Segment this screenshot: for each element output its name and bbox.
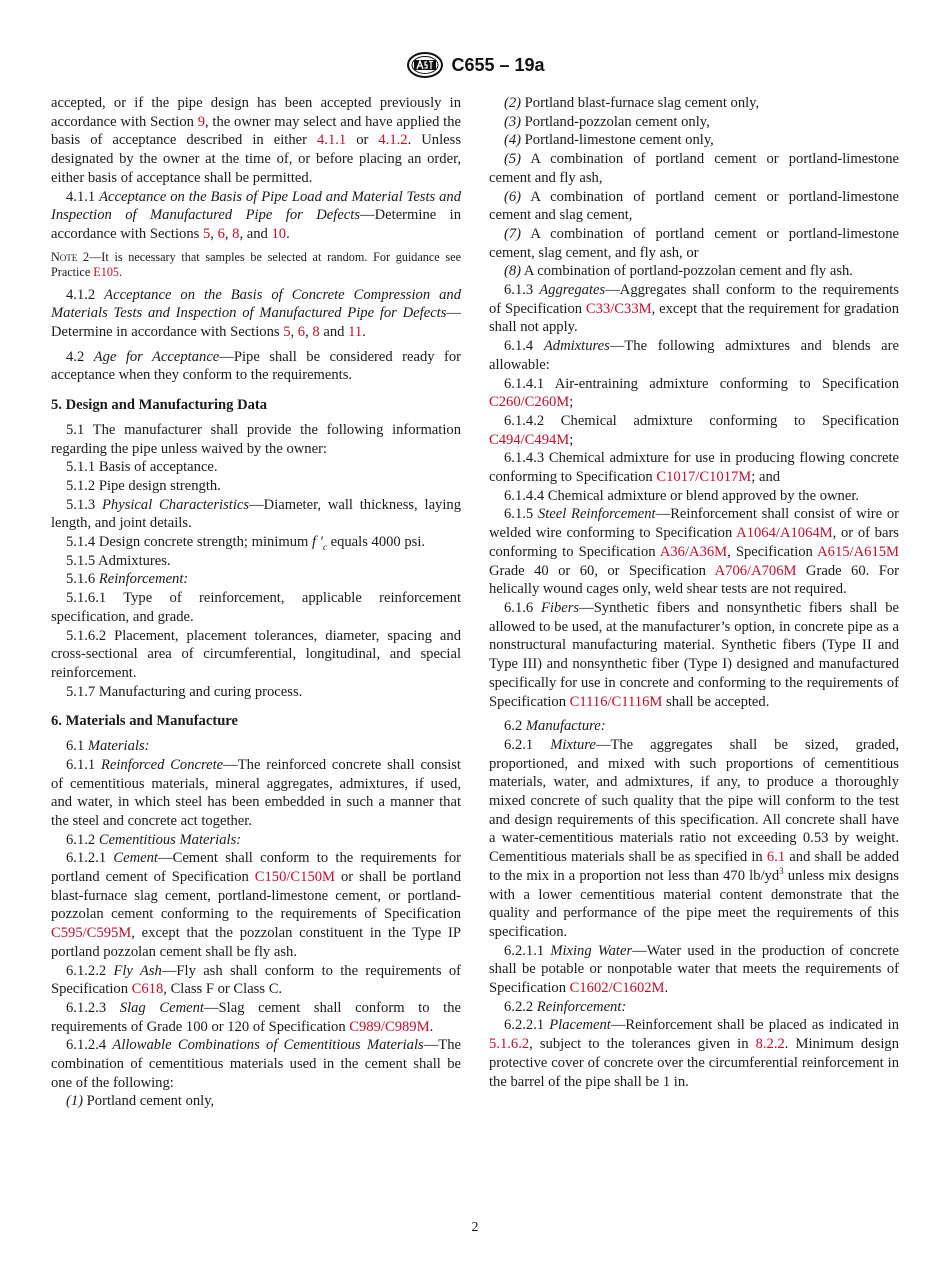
paragraph	[51, 250, 461, 280]
cross-reference-link[interactable]: 5	[283, 324, 291, 341]
text-segment: ; and	[751, 469, 781, 486]
text-segment: —Fly ash shall conform to the requirements of Specification	[51, 962, 461, 998]
cross-reference-link[interactable]: 11	[348, 324, 363, 341]
cross-reference-link[interactable]: E105	[93, 264, 120, 279]
paragraph	[489, 94, 899, 113]
text-segment: .	[429, 1018, 434, 1035]
text-segment: Aggregates	[539, 282, 606, 299]
text-segment: —The combination of cementitious materials used in the cement shall be one of the following:	[51, 1037, 461, 1091]
document-id: C655 – 19a	[451, 54, 545, 75]
paragraph	[489, 337, 899, 374]
paragraph	[51, 94, 461, 188]
text-segment: —Reinforcement shall be placed as indicated in	[610, 1017, 899, 1034]
paragraph	[51, 458, 461, 477]
text-segment: —Diameter, wall thickness, laying length, and joint details.	[51, 496, 461, 532]
text-segment: Cementitious Materials:	[98, 831, 242, 848]
cross-reference-link[interactable]: 8	[232, 225, 240, 242]
text-segment: or shall be portland blast-furnace slag cement, portland-limestone cement, or portland-pozzolan cement conforming to the requirements of Specification	[51, 869, 461, 923]
paragraph	[489, 188, 899, 225]
paragraph	[51, 589, 461, 626]
text-segment: Slag Cement	[119, 999, 204, 1016]
cross-reference-link[interactable]: 6	[217, 225, 225, 242]
cross-reference-link[interactable]: C33/C33M	[585, 300, 652, 317]
text-segment: or	[346, 132, 379, 149]
section-heading	[51, 396, 461, 415]
paragraph	[489, 599, 899, 711]
text-segment: 5.1.6.1 Type of reinforcement, applicable reinforcement specification, and grade.	[51, 590, 461, 625]
text-segment: 6.1.3	[504, 282, 540, 299]
text-segment: equals 4000 psi.	[326, 534, 426, 551]
cross-reference-link[interactable]: 4.1.2	[378, 132, 408, 149]
cross-reference-link[interactable]: C494/C494M	[489, 431, 570, 448]
text-segment: shall be accepted.	[662, 693, 770, 710]
text-segment: .	[664, 980, 669, 997]
text-segment: 6.1.4.3 Chemical admixture for use in producing flowing concrete conforming to Specification	[489, 450, 899, 486]
text-segment: ;	[569, 431, 574, 448]
text-segment: 5.1.4 Design concrete strength; minimum	[66, 534, 313, 551]
text-segment: Acceptance on the Basis of Concrete Compression and Materials Tests and Inspection of Manufactured Pipe for Defects	[51, 286, 461, 322]
text-segment: .	[119, 264, 123, 279]
text-segment: A combination of portland-pozzolan cement and fly ash.	[521, 263, 853, 280]
paragraph	[489, 375, 899, 412]
text-segment: Mixing Water	[550, 942, 633, 959]
paragraph	[51, 962, 461, 999]
text-segment: ,	[224, 225, 233, 242]
text-segment: Materials:	[87, 738, 150, 755]
paragraph	[51, 737, 461, 756]
text-segment: 6.1.2	[66, 831, 99, 848]
text-segment: 5.1 The manufacturer shall provide the following information regarding the pipe unless waived by the owner:	[51, 421, 461, 457]
text-segment: , Class F or Class C.	[163, 981, 283, 998]
text-segment: (7)	[504, 225, 522, 242]
text-segment: and shall be added to the mix in a proportion not less than 470 lb/yd	[489, 849, 899, 884]
paragraph	[51, 849, 461, 961]
cross-reference-link[interactable]: C618	[131, 981, 164, 998]
cross-reference-link[interactable]: A1064/A1064M	[736, 525, 833, 542]
text-segment: 4.2	[66, 348, 94, 365]
cross-reference-link[interactable]: C1116/C1116M	[569, 693, 663, 710]
paragraph	[489, 412, 899, 449]
text-segment: Reinforced Concrete	[100, 756, 224, 773]
cross-reference-link[interactable]: 4.1.1	[317, 132, 347, 149]
paragraph	[489, 505, 899, 599]
text-segment: , Specification	[727, 543, 818, 560]
text-segment: c	[322, 541, 327, 552]
text-segment: —The reinforced concrete shall consist of cementitious materials, mineral aggregates, admixtures, if used, and water, in which steel has been embedded in such a manner that the steel and concrete act together.	[51, 756, 461, 829]
text-segment: —Slag cement shall conform to the requirements of Grade 100 or 120 of Specification	[51, 999, 461, 1035]
text-segment: Age for Acceptance	[93, 348, 220, 365]
text-segment: 5.1.7 Manufacturing and curing process.	[66, 683, 303, 700]
text-segment: Physical Characteristics	[102, 496, 250, 513]
paragraph	[489, 225, 899, 262]
cross-reference-link[interactable]: A36/A36M	[659, 543, 728, 560]
text-segment: Mixture	[550, 736, 596, 753]
paragraph	[489, 1016, 899, 1091]
paragraph	[489, 717, 899, 736]
text-segment: ;	[569, 394, 574, 411]
text-segment: 3	[779, 865, 784, 876]
text-segment: , except that the pozzolan constituent in the Type IP portland pozzolan cement shall be fly ash.	[51, 925, 461, 960]
cross-reference-link[interactable]: C595/C595M	[51, 925, 132, 942]
text-segment: Fly Ash	[113, 962, 162, 979]
text-segment: and	[319, 324, 349, 341]
text-segment: accepted, or if the pipe design has been accepted previously in accordance with Section	[51, 95, 461, 130]
text-segment: —Cement shall conform to the requirements for portland cement of Specification	[51, 850, 461, 886]
cross-reference-link[interactable]: 6	[297, 324, 306, 341]
text-segment: A combination of portland cement or portland-limestone cement and slag cement,	[489, 188, 899, 224]
cross-reference-link[interactable]: A615/A615M	[817, 543, 900, 560]
text-segment: —The aggregates shall be sized, graded, proportioned, and mixed with such proportions of cementitious materials, water, and admixtures, if any, to produce a thoroughly mixed concrete of such quality that the pipe will conform to the test and design requirements of this specification. All concrete shall have a water-cementitious materials ratio not exceeding 0.53 by weight. Cementitious materials shall be as specified in	[489, 736, 899, 866]
text-segment: 2—It is necessary that samples be selected at random. For guidance see Practice	[51, 249, 461, 279]
text-segment: 6.1.5	[504, 506, 538, 523]
text-segment: 5.1.2 Pipe design strength.	[66, 477, 221, 494]
paragraph	[489, 736, 899, 942]
cross-reference-link[interactable]: 6.1	[766, 849, 786, 866]
paragraph	[489, 998, 899, 1017]
paragraph	[489, 487, 899, 506]
paragraph	[51, 1036, 461, 1092]
paragraph	[51, 348, 461, 385]
text-segment: Reinforcement:	[536, 998, 627, 1015]
left-column	[51, 94, 461, 1111]
cross-reference-link[interactable]: 5.1.6.2	[489, 1036, 530, 1053]
text-segment: 6.1.2.1	[66, 850, 114, 867]
text-segment: 4.1.1	[66, 188, 100, 205]
paragraph	[51, 188, 461, 244]
text-segment: Portland-limestone cement only,	[521, 132, 714, 149]
text-segment: Note	[51, 249, 78, 264]
text-segment: —Reinforcement shall consist of wire or welded wire conforming to Specification	[489, 506, 899, 542]
text-segment: (4)	[504, 132, 522, 149]
text-segment: (8)	[504, 263, 522, 280]
text-segment: 6.1.2.2	[66, 962, 114, 979]
text-segment: 6.1.4.2 Chemical admixture conforming to Specification	[504, 412, 899, 429]
right-column	[489, 94, 899, 1091]
text-segment: 5. Design and Manufacturing Data	[51, 397, 268, 414]
paragraph	[489, 942, 899, 998]
text-segment: 4.1.2	[66, 286, 105, 303]
text-segment: . Minimum design protective cover of concrete over the circumferential reinforcement in the barrel of the pipe shall be 1 in.	[489, 1036, 899, 1090]
paragraph	[489, 262, 899, 281]
paragraph	[51, 286, 461, 342]
text-segment: 6.2.2	[504, 998, 537, 1015]
text-segment: —Synthetic fibers and nonsynthetic fibers shall be allowed to be used, at the manufacturer’s option, in concrete pipe as a nonstructural manufacturing material. Synthetic fibers (Type II and Type III) and nonsynthetic fiber (Type I) designed and manufactured specifically for use in concrete and conforming to the requirements of Specification	[489, 599, 899, 710]
text-segment: 5.1.5 Admixtures.	[66, 552, 171, 569]
text-segment: 5.1.1 Basis of acceptance.	[66, 459, 218, 476]
text-segment: (5)	[504, 151, 522, 168]
text-segment: Grade 40 or 60, or Specification	[489, 562, 715, 579]
section-heading	[51, 712, 461, 731]
text-segment: 6.1.6	[504, 599, 541, 616]
text-segment: —The following admixtures and blends are allowable:	[489, 338, 899, 373]
text-segment: (1)	[66, 1093, 84, 1110]
text-segment: Portland cement only,	[83, 1093, 215, 1110]
text-segment: —Determine in accordance with Sections	[51, 305, 461, 341]
text-segment: 6.2	[504, 718, 526, 735]
text-segment: unless mix designs with a lower cementitious material content demonstrate that the quality and performance of the pipe meet the requirements of this specification.	[489, 867, 899, 940]
text-segment: Portland-pozzolan cement only,	[521, 113, 710, 130]
cross-reference-link[interactable]: 8.2.2	[755, 1036, 785, 1053]
text-segment: Portland blast-furnace slag cement only,	[521, 95, 760, 111]
text-segment: 6.1.4	[504, 338, 544, 355]
text-segment: —Pipe shall be considered ready for acceptance when they conform to the requirements.	[51, 348, 462, 384]
text-segment: , subject to the tolerances given in	[529, 1036, 756, 1053]
paragraph	[51, 533, 461, 552]
text-segment: , and	[239, 225, 272, 242]
cross-reference-link[interactable]: 5	[202, 225, 211, 242]
text-segment: Cement	[113, 850, 158, 867]
text-segment: , or of bars conforming to Specification	[489, 525, 899, 560]
text-segment: 6.1	[66, 738, 88, 755]
text-segment: Grade 60. For helically wound cages only, weld shear tests are not required.	[489, 562, 899, 598]
text-segment: 5.1.3	[66, 496, 102, 513]
text-segment: ,	[210, 225, 218, 242]
paragraph	[51, 683, 461, 702]
text-segment: .	[362, 324, 366, 341]
text-segment: Fibers	[540, 599, 580, 616]
paragraph	[489, 113, 899, 132]
text-segment: 6.1.2.4	[66, 1037, 113, 1054]
text-segment: ,	[305, 324, 313, 341]
text-segment: . Unless designated by the owner at the time of, or before placing an order, either basis of acceptance shall be permitted.	[51, 132, 461, 186]
text-segment: (2)	[504, 95, 522, 111]
paragraph	[51, 477, 461, 496]
paragraph	[51, 627, 461, 683]
text-segment: 6.1.2.3	[66, 999, 120, 1016]
text-segment: —Determine in accordance with Sections	[51, 207, 462, 242]
text-segment: Reinforcement:	[98, 571, 189, 588]
paragraph	[51, 1092, 461, 1111]
text-segment: A combination of portland cement or portland-limestone cement and fly ash,	[489, 151, 899, 186]
text-segment: 6.2.1.1	[504, 942, 551, 959]
text-segment: —Water used in the production of concrete shall be potable or nonpotable water that meets the requirements of Specification	[489, 942, 900, 997]
paragraph	[489, 150, 899, 187]
paragraph	[51, 999, 461, 1036]
text-segment: 6.1.4.1 Air-entraining admixture conforming to Specification	[504, 375, 899, 392]
text-segment: Placement	[549, 1017, 611, 1034]
text-segment: 5.1.6.2 Placement, placement tolerances, diameter, spacing and cross-sectional area of circumferential, longitudinal, and special reinforcement.	[51, 627, 461, 681]
text-segment: Admixtures	[543, 338, 610, 355]
text-segment: , except that the requirement for gradation shall not apply.	[489, 300, 899, 336]
text-segment: 6.1.1	[66, 756, 101, 773]
cross-reference-link[interactable]: 10	[271, 225, 287, 242]
text-segment: Acceptance on the Basis of Pipe Load and Material Tests and Inspection of Manufactured Pipe for Defects	[51, 188, 461, 224]
text-segment: 6.2.2.1	[504, 1017, 550, 1034]
paragraph	[51, 570, 461, 589]
astm-logo-icon	[405, 51, 445, 79]
paragraph	[489, 131, 899, 150]
text-segment: 6.2.1	[504, 736, 551, 753]
text-segment: —Aggregates shall conform to the requirements of Specification	[489, 282, 899, 317]
text-segment: f ′	[312, 534, 323, 551]
text-segment: 5.1.6	[66, 571, 99, 588]
cross-reference-link[interactable]: 8	[312, 324, 320, 341]
paragraph	[489, 281, 899, 337]
text-segment: 6. Materials and Manufacture	[51, 713, 238, 730]
page-number: 2	[471, 1220, 479, 1235]
text-segment: Steel Reinforcement	[537, 506, 656, 523]
cross-reference-link[interactable]: C1602/C1602M	[569, 980, 665, 997]
text-segment: ,	[290, 324, 298, 341]
text-segment: Allowable Combinations of Cementitious Materials	[112, 1037, 424, 1054]
text-segment: , the owner may select and have applied the basis of acceptance described in either	[51, 113, 461, 149]
cross-reference-link[interactable]: A706/A706M	[714, 562, 797, 579]
cross-reference-link[interactable]: C150/C150M	[254, 869, 336, 886]
text-segment: A combination of portland cement or portland-limestone cement, slag cement, and fly ash, or	[489, 225, 899, 261]
cross-reference-link[interactable]: C989/C989M	[349, 1018, 430, 1035]
cross-reference-link[interactable]: C260/C260M	[489, 394, 570, 411]
text-segment: (6)	[504, 188, 522, 205]
text-segment: Manufacture:	[525, 718, 606, 735]
text-segment: .	[286, 225, 290, 242]
paragraph	[51, 496, 461, 533]
text-segment: (3)	[504, 113, 522, 130]
paragraph	[51, 421, 461, 458]
page-header	[0, 48, 950, 82]
cross-reference-link[interactable]: C1017/C1017M	[656, 469, 752, 486]
paragraph	[51, 552, 461, 571]
cross-reference-link[interactable]: 9	[197, 113, 205, 130]
paragraph	[51, 831, 461, 850]
text-segment: 6.1.4.4 Chemical admixture or blend approved by the owner.	[504, 487, 860, 504]
paragraph	[489, 449, 899, 486]
paragraph	[51, 756, 461, 831]
